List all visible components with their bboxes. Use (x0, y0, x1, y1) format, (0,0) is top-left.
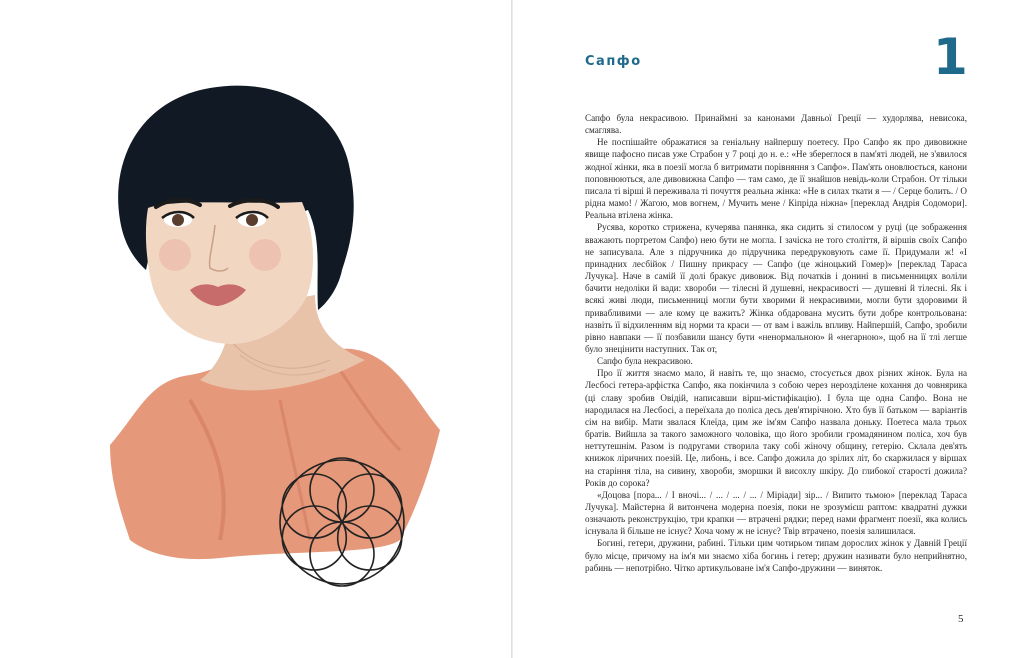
chapter-number: 1 (933, 28, 968, 86)
body-text (585, 112, 967, 574)
paragraph: Про її життя знаємо мало, й навіть те, що знаємо, стосується двох різних жінок. Була на Лесбосі гетера-арфістка Сапфо, яка покінчила з собою через нерозділене кохання до човнярика (ці славу зробив Овідій, написавши вірш-містифікацію). І була ще одна Сапфо. Вона не народилася на Лесбосі, а переїхала до поліса десь дев'ятирічною. Хто був її батьком — варіантів сім на вибір. Мати звалася Клеїда, цим же ім'ям Сапфо назвала доньку. Поетеса мала трьох братів. Вийшла за такого заможного чоловіка, що його зробили громадянином поліса, хоч був неттутешнім. Разом із подругами створила таку собі жіночу общину, гетерію. Склала дев'ять книжок ліричних поезій. Це, либонь, і все. Сапфо дожила до зрілих літ, бо скаржилася у віршах на старіння тіла, на сивину, хвороби, зморшки й висохлу шкіру. До глибокої старості дожила? Років до сорока? (585, 368, 967, 488)
paragraph: Сапфо була некрасивою. Принаймні за канонами Давньої Греції — худорлява, невисока, смаглява. (585, 113, 967, 136)
paragraph: Русява, коротко стрижена, кучерява панянка, яка сидить зі стилосом у руці (це зображення вважають портретом Сапфо) нею бути не могла. І зачіска не того століття, й віршів своїх Сапфо не записувала. Але з підручника до підручника передруковують саме її. Придумали ж! «І принадних лесбійок / Пишну прикрасу — Сапфо (це жіноцький Гомер)» [переклад Тараса Лучука]. Наче в самій її долі бракує дивовиж. Від початків і донині в письменницях воліли бачити недоліки й вади: хвороби — тілесні й душевні, некрасивості — душевні й тілесні. Як і всякі живі люди, письменниці могли бути хворими й некрасивими, могли бути здоровими й привабливими — але кому це важить? Жінка обдарована мусить бути добре контрольована: назвіть її відхиленням від норми та краси — от вам і важіль впливу. Найпершій, Сапфо, зробили рівно навпаки — її позбавили шансу бути «ненормальною» й «негарною», щоб на її тлі легше було знецінити наступних. Так от, (585, 222, 967, 354)
paragraph: Не поспішайте ображатися за геніальну найпершу поетесу. Про Сапфо як про дивовижне явище пафосно писав уже Страбон у 7 році до н. е.: «Не збереглося в пам'яті людей, не з'явилося жодної жінки, яка в поезії могла б витримати порівняння з Сапфо». Пам'ять оновлюється, канони поповнюються, але дивовижна Сапфо — там само, де її знайшов невідь-коли Страбон. От тільки писала ті вірші й переживала ті почуття реальна жінка: «Не в силах ткати я — / Серце болить. / О рідна мамо! / Жагою, мов вогнем, / Мучить мене / Кіпріда ніжна» [переклад Андрія Содомори]. Реальна втілена жінка. (585, 137, 967, 221)
chapter-title: Сапфо (585, 54, 642, 69)
paragraph: Богині, гетери, дружини, рабині. Тільки цим чотирьом типам дорослих жінок у Давній Греції було місце, причому на ім'я ми знаємо хіба богинь і гетер; дружин називати було неприйнятно, рабинь — непотрібно. Чітко артикульоване ім'я Сапфо-дружини — виняток. (585, 538, 967, 573)
paragraph: «Доцова [пора... / І вночі... / ... / ... / ... / Міріади] зір... / Випито тьмою» [переклад Тараса Лучука]. Майстерна й витончена модерна поезія, поки не зрозумієш раптом: квадратні дужки означають реконструкцію, три крапки — втрачені рядки; перед нами фрагмент поезії, яка колись існувала й більше не існує? Хоча чому ж не існує? Твір втрачено, поезія залишилася. (585, 489, 967, 537)
sappho-portrait-illustration (80, 70, 450, 610)
page-number: 5 (958, 613, 964, 625)
paragraph: Сапфо була некрасивою. (597, 356, 693, 367)
right-page (513, 0, 1024, 658)
